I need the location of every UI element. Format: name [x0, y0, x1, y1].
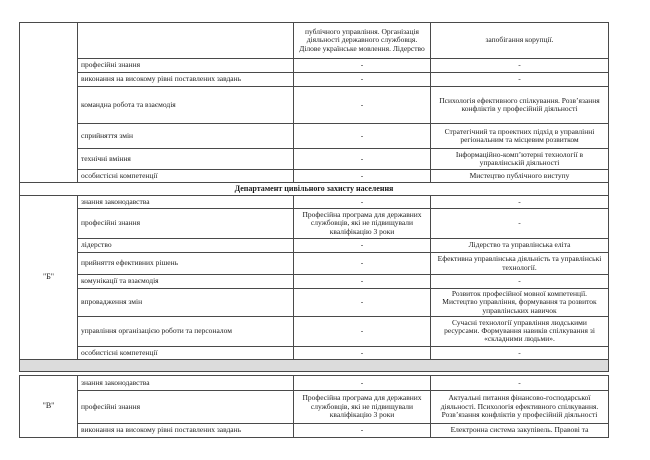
- program-cell: Професійна програма для державних службовців, які не підвищували кваліфікацію 3 роки: [294, 209, 431, 239]
- topics-cell: Стратегічний та проектних підхід в управлінні регіональним та місцевим розвитком: [431, 124, 609, 149]
- competency-training-table-continued: [19, 375, 609, 438]
- program-cell: -: [294, 375, 431, 390]
- table-row: [20, 59, 609, 73]
- topics-cell: -: [431, 209, 609, 239]
- program-cell: -: [294, 253, 431, 275]
- program-cell: публічного управління. Організація діяльності державного службовця. Ділове українське мовлення. Лідерство: [294, 23, 431, 59]
- competency-cell: виконання на високому рівні поставлених завдань: [78, 423, 294, 437]
- category-cell: "Б": [20, 196, 78, 360]
- competency-cell: впровадження змін: [78, 289, 294, 317]
- table-row: [20, 346, 609, 359]
- program-cell: -: [294, 124, 431, 149]
- competency-cell: професійні знання: [78, 390, 294, 423]
- table-row: [20, 275, 609, 289]
- category-cell: [20, 23, 78, 183]
- topics-cell: запобігання корупції.: [431, 23, 609, 59]
- competency-cell: особистісні компетенції: [78, 170, 294, 183]
- table-row: [20, 423, 609, 437]
- program-cell: Професійна програма для державних службовців, які не підвищували кваліфікацію 3 роки: [294, 390, 431, 423]
- table-row: [20, 375, 609, 390]
- competency-cell: знання законодавства: [78, 196, 294, 209]
- program-cell: -: [294, 196, 431, 209]
- competency-cell: прийняття ефективних рішень: [78, 253, 294, 275]
- program-cell: -: [294, 170, 431, 183]
- program-cell: -: [294, 149, 431, 170]
- gray-separator-row: [20, 359, 609, 371]
- table-row: [20, 289, 609, 317]
- program-cell: -: [294, 275, 431, 289]
- topics-cell: Сучасні технології управління людськими ресурсами. Формування навиків спілкування зі «складними людьми».: [431, 316, 609, 346]
- competency-cell: лідерство: [78, 239, 294, 253]
- topics-cell: -: [431, 346, 609, 359]
- table-row: [20, 209, 609, 239]
- topics-cell: Електронна система закупівель. Правові та: [431, 423, 609, 437]
- competency-cell: управління організацією роботи та персоналом: [78, 316, 294, 346]
- program-cell: -: [294, 73, 431, 87]
- competency-cell: професійні знання: [78, 59, 294, 73]
- document-page: [19, 22, 608, 438]
- table-row: [20, 73, 609, 87]
- topics-cell: -: [431, 375, 609, 390]
- topics-cell: Мистецтво публічного виступу: [431, 170, 609, 183]
- gray-separator-band: [20, 359, 609, 371]
- program-cell: -: [294, 87, 431, 124]
- table-row: [20, 149, 609, 170]
- topics-cell: Інформаційно-комп’ютерні технології в управлінській діяльності: [431, 149, 609, 170]
- table-row: [20, 170, 609, 183]
- table-row: [20, 196, 609, 209]
- topics-cell: Психологія ефективного спілкування. Розв’язання конфліктів у професійній діяльності: [431, 87, 609, 124]
- competency-cell: комунікації та взаємодія: [78, 275, 294, 289]
- category-cell: "В": [20, 375, 78, 437]
- department-divider-row: [20, 183, 609, 196]
- table-row: [20, 239, 609, 253]
- competency-cell: виконання на високому рівні поставлених завдань: [78, 73, 294, 87]
- department-title: Департамент цивільного захисту населення: [20, 183, 609, 196]
- topics-cell: -: [431, 59, 609, 73]
- competency-cell: професійні знання: [78, 209, 294, 239]
- topics-cell: Розвиток професійної мовної компетенції. Мистецтво управління, формування та розвиток управлінських навичок: [431, 289, 609, 317]
- competency-cell: сприйняття змін: [78, 124, 294, 149]
- competency-cell: командна робота та взаємодія: [78, 87, 294, 124]
- topics-cell: -: [431, 275, 609, 289]
- table-row: [20, 316, 609, 346]
- program-cell: -: [294, 289, 431, 317]
- table-row: [20, 23, 609, 59]
- table-row: [20, 253, 609, 275]
- table-row: [20, 124, 609, 149]
- program-cell: -: [294, 423, 431, 437]
- program-cell: -: [294, 346, 431, 359]
- competency-cell: технічні вміння: [78, 149, 294, 170]
- table-row: [20, 87, 609, 124]
- topics-cell: -: [431, 196, 609, 209]
- competency-cell: [78, 23, 294, 59]
- topics-cell: Ефективна управлінська діяльність та управлінські технології.: [431, 253, 609, 275]
- topics-cell: Лідерство та управлінська еліта: [431, 239, 609, 253]
- competency-training-table: [19, 22, 609, 372]
- program-cell: -: [294, 239, 431, 253]
- topics-cell: -: [431, 73, 609, 87]
- competency-cell: знання законодавства: [78, 375, 294, 390]
- competency-cell: особистісні компетенції: [78, 346, 294, 359]
- table-row: [20, 390, 609, 423]
- topics-cell: Актуальні питання фінансово-господарської діяльності. Психологія ефективного спілкування. Розв’язання конфліктів у професійній діяльності: [431, 390, 609, 423]
- program-cell: -: [294, 316, 431, 346]
- program-cell: -: [294, 59, 431, 73]
